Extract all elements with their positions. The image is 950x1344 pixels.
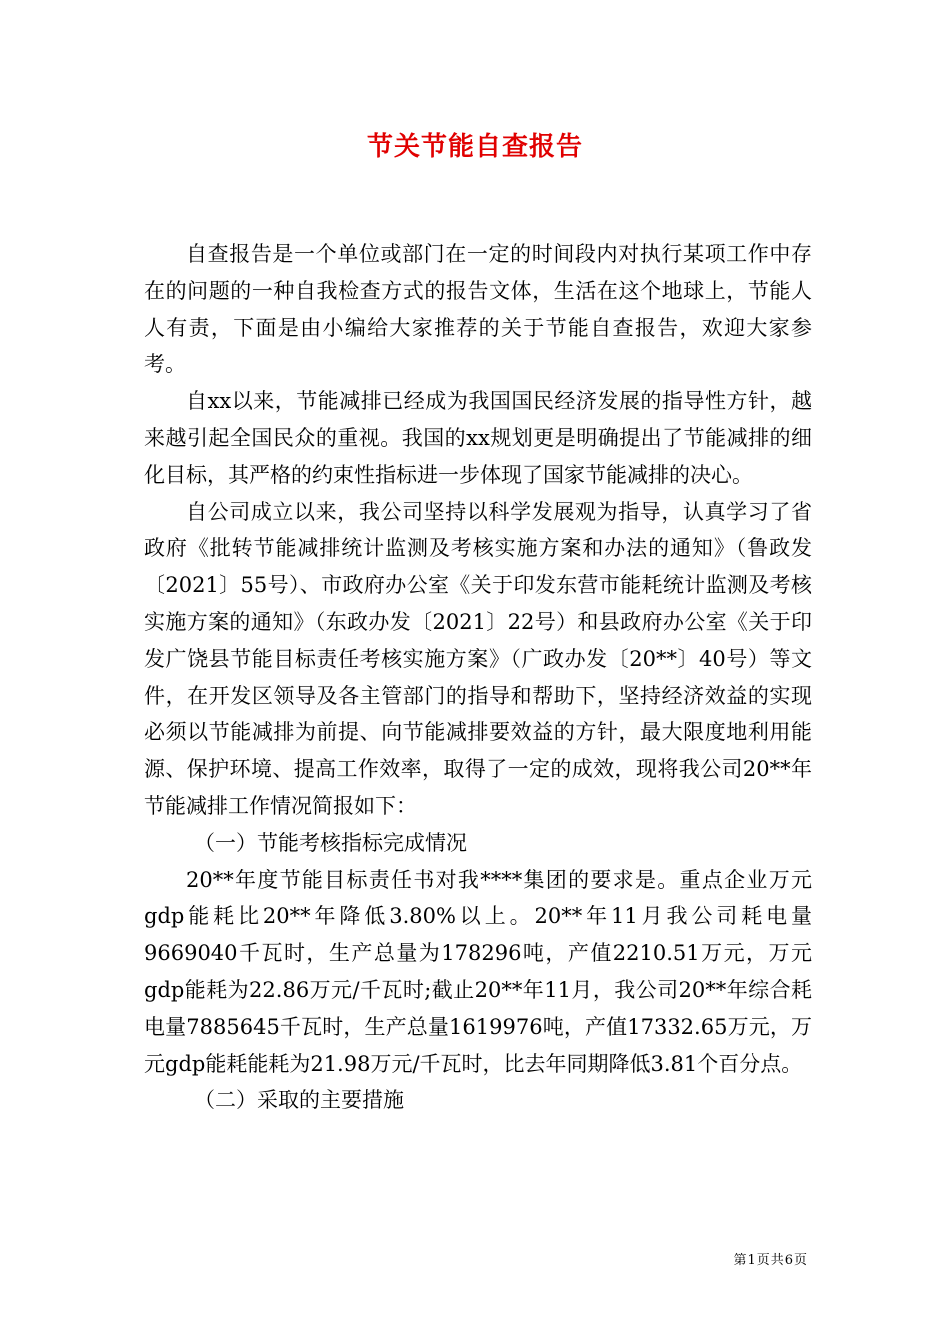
paragraph-indicators: 20**年度节能目标责任书对我****集团的要求是。重点企业万元gdp能耗比20**年降低3.80%以上。20**年11月我公司耗电量9669040千瓦时，生产总量为178296吨，产值2210.51万元，万元gdp能耗为22.86万元/千瓦时;截止20**年11月，我公司20**年综合耗电量7885645千瓦时，生产总量1619976吨，产值17332.65万元，万元gdp能耗能耗为21.98万元/千瓦时，比去年同期降低3.81个百分点。 (144, 867, 812, 1076)
page-number: 第1页共6页 (733, 1253, 808, 1268)
page-title: 节关节能自查报告 (366, 132, 583, 162)
paragraph-intro: 自查报告是一个单位或部门在一定的时间段内对执行某项工作中存在的问题的一种自我检查方式的报告文体，生活在这个地球上，节能人人有责，下面是由小编给大家推荐的关于节能自查报告，欢迎大家参考。 (144, 242, 812, 377)
section-heading-2: （二）采取的主要措施 (194, 1088, 404, 1113)
document-body (144, 236, 812, 1119)
section-heading-1: （一）节能考核指标完成情况 (194, 830, 467, 855)
paragraph-background: 自xx以来，节能减排已经成为我国国民经济发展的指导性方针，越来越引起全国民众的重视。我国的xx规划更是明确提出了节能减排的细化目标，其严格的约束性指标进一步体现了国家节能减排的决心。 (144, 389, 812, 487)
paragraph-company-overview: 自公司成立以来，我公司坚持以科学发展观为指导，认真学习了省政府《批转节能减排统计监测及考核实施方案和办法的通知》（鲁政发〔2021〕55号）、市政府办公室《关于印发东营市能耗统计监测及考核实施方案的通知》（东政办发〔2021〕22号）和县政府办公室《关于印发广饶县节能目标责任考核实施方案》（广政办发〔20**〕40号）等文件，在开发区领导及各主管部门的指导和帮助下，坚持经济效益的实现必须以节能减排为前提、向节能减排要效益的方针，最大限度地利用能源、保护环境、提高工作效率，取得了一定的成效，现将我公司20**年节能减排工作情况简报如下： (144, 499, 812, 818)
